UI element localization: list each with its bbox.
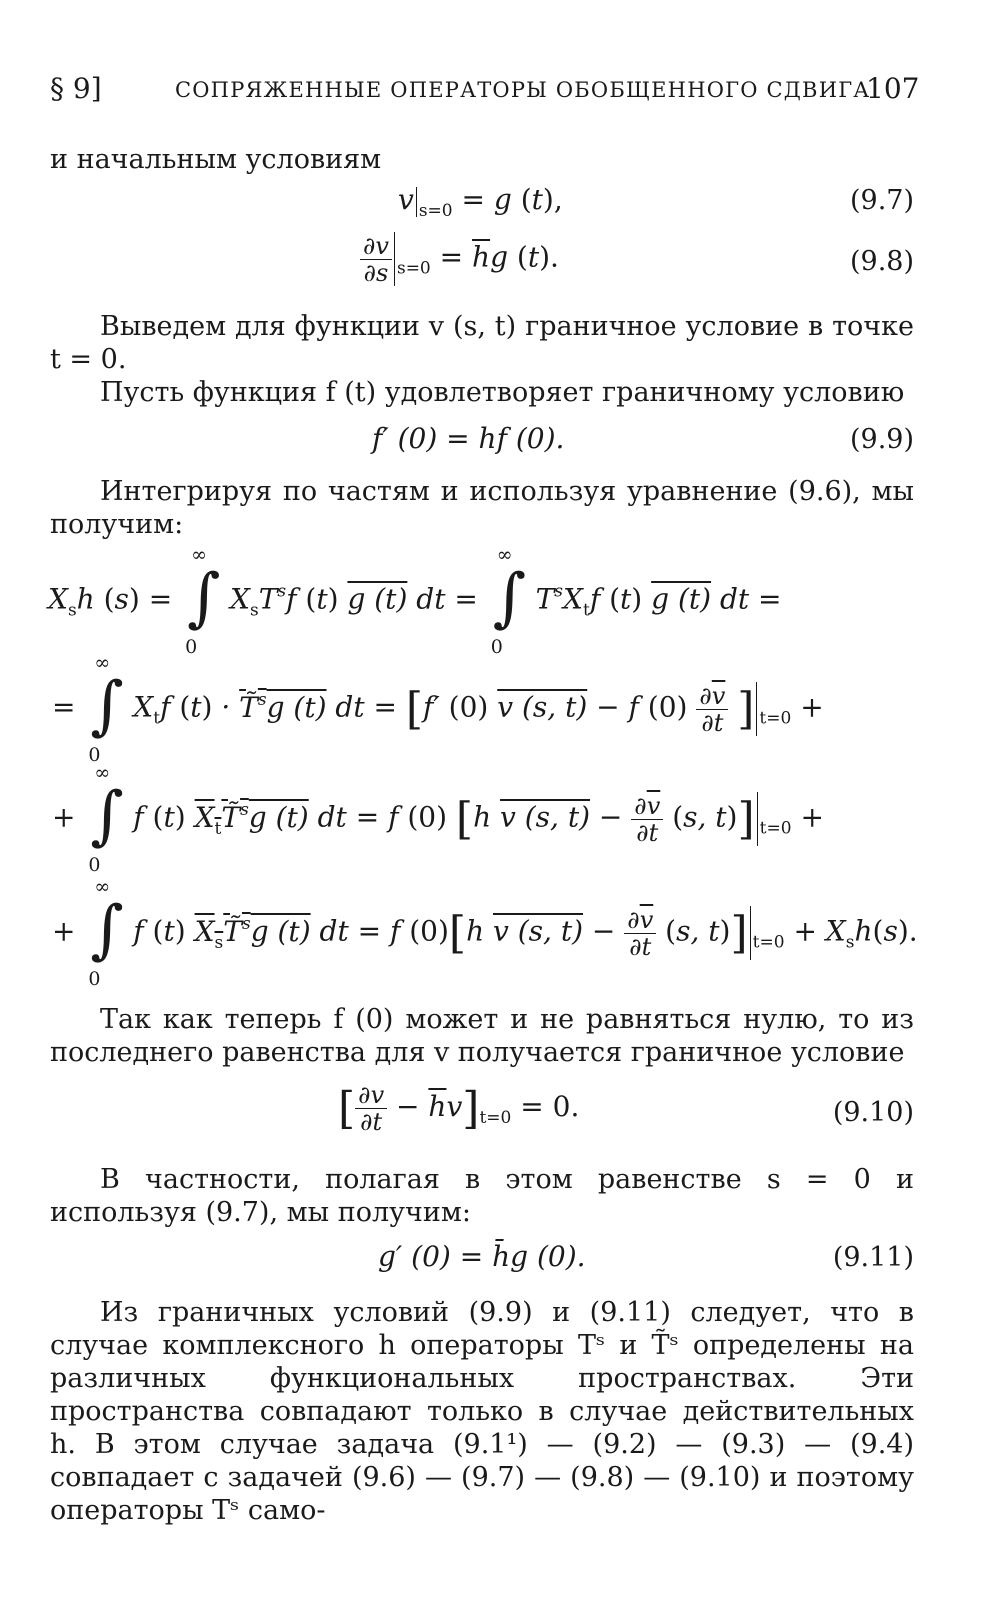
running-title: СОПРЯЖЕННЫЕ ОПЕРАТОРЫ ОБОБЩЕННОГО СДВИГА — [175, 78, 871, 102]
paragraph-5: Так как теперь f (0) может и не равняться нулю, то из последнего равенства для v получается граничное условие — [50, 1004, 914, 1068]
equation-number-9-10: (9.10) — [832, 1097, 914, 1128]
derivation-line-2: = ∞ ∫ 0 $X_tf$ (t) · T̃$^s$g (t) dt = [f′ (0) v (s, t) − f (0) $\frac{\partial\overline{v}}{\partial t}$ ] $_{t=0}$ + — [52, 652, 824, 766]
paragraph-2: Выведем для функции v (s, t) граничное условие в точке t = 0. — [50, 311, 914, 375]
equation-number-9-8: (9.8) — [849, 246, 914, 277]
equation-9-11: g′ (0) = h̄g (0). — [378, 1240, 586, 1273]
equation-number-9-11: (9.11) — [832, 1242, 914, 1273]
page-number: 107 — [866, 72, 920, 105]
paragraph-7: Из граничных условий (9.9) и (9.11) следует, что в случае комплексного h операторы Tˢ и T̃ˢ определены на различных функциональных пространствах. Эти пространства совпадают только в случае действительных h. В этом случае задача (9.1¹) — (9.2) — (9.3) — (9.4) совпадает с задачей (9.6) — (9.7) — (9.8) — (9.10) и поэтому операторы Tˢ само- — [50, 1297, 914, 1526]
equation-9-7: v $_{s=0}$ = g (t), — [398, 183, 563, 221]
derivation-line-3: + ∞ ∫ 0 f (t) $X_tT̃^sg$ (t) dt = f (0) [h v (s, t) − $\frac{\partial\overline{v}}{\partial t}$ (s, t)] $_{t=0}$ + — [52, 762, 824, 876]
paragraph-6: В частности, полагая в этом равенстве s = 0 и используя (9.7), мы получим: — [50, 1164, 914, 1228]
derivation-line-4: + ∞ ∫ 0 f (t) $X_sT̃^sg$ (t) dt = f (0)[h v (s, t) − $\frac{\partial\overline{v}}{\partial t}$ (s, t)] $_{t=0} + X_sh(s)$. — [52, 876, 918, 990]
equation-9-9: f′ (0) = hf (0). — [372, 422, 565, 455]
equation-number-9-9: (9.9) — [849, 424, 914, 455]
section-number: § 9] — [50, 72, 102, 105]
derivation-line-1: $X_sh$ (s) = ∞ ∫ 0 $X_sT^sf$ (t) g (t) dt = ∞ ∫ 0 $T^sX_tf$ (t) g (t) dt = — [48, 544, 782, 658]
paragraph-3: Пусть функция f (t) удовлетворяет граничному условию — [100, 377, 905, 408]
equation-9-10: [ $\frac{\partial v}{\partial t}$ − $\overline{h}v]_{t=0} = 0$. — [338, 1081, 580, 1136]
equation-9-8: $\frac{\partial v}{\partial s}$ $_{s=0} = \overline{h}g$ (t). — [360, 232, 559, 286]
paragraph-1: и начальным условиям — [50, 144, 382, 175]
paragraph-4: Интегрируя по частям и используя уравнение (9.6), мы получим: — [50, 476, 914, 540]
equation-number-9-7: (9.7) — [849, 185, 914, 216]
